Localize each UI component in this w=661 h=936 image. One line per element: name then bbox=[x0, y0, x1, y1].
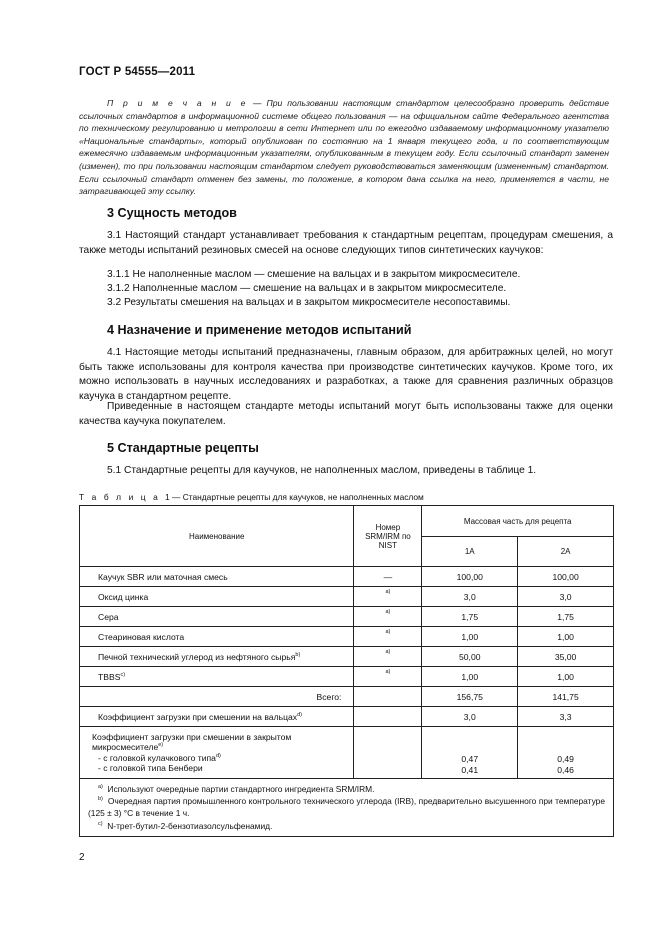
section-3-1-2: 3.1.2 Наполненные маслом — смешение на вальцах и в закрытом микросмесителе. bbox=[107, 283, 507, 294]
row-1a: 100,00 bbox=[422, 567, 518, 587]
row-nist: a) bbox=[354, 587, 422, 607]
section-4-2-text: Приведенные в настоящем стандарте методы испытаний могут быть использованы также для оценки качества каучука покупателем. bbox=[79, 401, 613, 427]
footnote-ref-d: d) bbox=[297, 711, 302, 718]
total-1a: 156,75 bbox=[422, 687, 518, 707]
mixer-banbury-head: - с головкой типа Бенбери bbox=[98, 763, 203, 773]
row-nist: a) bbox=[354, 607, 422, 627]
row-name: TBBS$^{c)}$ bbox=[80, 667, 354, 687]
row-2a: 100,00 bbox=[518, 567, 614, 587]
total-label: Всего: bbox=[80, 687, 354, 707]
note-text: — При пользовании настоящим стандартом целесообразно проверить действие ссылочных стандартов в информационной системе общего пользования — на официальном сайте Федерального агентства по техническому регулированию и метрологии в сети Интернет или по ежегодно издаваемому информационному указателю «Национальные стандарты», который опубликован по состоянию на 1 января текущего года, и по соответствующим ежемесячно издаваемым информационным указателям, опубликованным в текущем году. Если ссылочный стандарт заменен (изменен), то при пользовании настоящим стандартом следует руководствоваться заменяющим (измененным) стандартом. Если ссылочный стандарт отменен без замены, то положение, в котором дана ссылка на него, применяется в части, не затрагивающей эту ссылку. bbox=[79, 98, 609, 197]
table-caption-label: Т а б л и ц а bbox=[79, 492, 161, 502]
document-header: ГОСТ Р 54555—2011 bbox=[79, 66, 196, 78]
row-name: Сера bbox=[80, 607, 354, 627]
row-2a: 1,75 bbox=[518, 607, 614, 627]
row-2a: 1,00 bbox=[518, 627, 614, 647]
table-row bbox=[80, 607, 614, 627]
section-5-title: 5 Стандартные рецепты bbox=[107, 441, 259, 455]
row-name: Стеариновая кислота bbox=[80, 627, 354, 647]
footnote-a: $^{a)}$ Используют очередные партии стандартного ингредиента SRM/IRM. bbox=[98, 784, 375, 794]
header-mass: Массовая часть для рецепта bbox=[422, 506, 614, 537]
table-row bbox=[80, 667, 614, 687]
section-4-1-paragraph bbox=[79, 346, 613, 404]
footnote-ref-b: b) bbox=[295, 651, 301, 658]
reference-note bbox=[79, 97, 609, 198]
total-2a: 141,75 bbox=[518, 687, 614, 707]
section-3-1-text: 3.1 Настоящий стандарт устанавливает требования к стандартным рецептам, процедурам смешения, а также методы испытаний резиновых смесей на основе следующих типов синтетических каучуков: bbox=[79, 230, 613, 256]
footnote-ref-c: c) bbox=[120, 671, 126, 678]
table-row bbox=[80, 627, 614, 647]
section-3-1-1: 3.1.1 Не наполненные маслом — смешение на вальцах и в закрытом микросмесителе. bbox=[107, 269, 521, 280]
table-row bbox=[80, 647, 614, 667]
row-nist: a) bbox=[354, 627, 422, 647]
mixer-coefficient-1a: 0,47 0,41 bbox=[422, 727, 518, 779]
footnotes-row bbox=[80, 779, 614, 837]
row-name: Каучук SBR или маточная смесь bbox=[80, 567, 354, 587]
table-caption-text: 1 — Стандартные рецепты для каучуков, не наполненных маслом bbox=[165, 492, 424, 502]
total-row bbox=[80, 687, 614, 707]
mixer-coefficient-label: Коэффициент загрузки при смешении в закрытом микросмесителе$^{e)}$ - с головкой кулачкового типа$^{d)}$ - с головкой типа Бенбери bbox=[80, 727, 354, 779]
section-4-2-paragraph bbox=[79, 400, 613, 429]
mixer-coefficient-row bbox=[80, 727, 614, 779]
row-name: Печной технический углерод из нефтяного сырья$^{b)}$ bbox=[80, 647, 354, 667]
mixer-coefficient-2a: 0,49 0,46 bbox=[518, 727, 614, 779]
row-2a: 3,0 bbox=[518, 587, 614, 607]
row-1a: 1,75 bbox=[422, 607, 518, 627]
footnote-c: $^{c)}$ N-трет-бутил-2-бензотиазолсульфенамид. bbox=[98, 820, 273, 831]
section-4-1-text: 4.1 Настоящие методы испытаний предназначены, главным образом, для арбитражных целей, но могут быть также использованы для контроля качества при производстве синтетических каучуков. Кроме того, их можно использовать в научных исследованиях и разработках, а также для сравнения различных образцов каучука в стандартном рецепте. bbox=[79, 347, 613, 402]
header-2a: 2А bbox=[518, 537, 614, 567]
header-nist: Номер SRM/IRM по NIST bbox=[354, 506, 422, 567]
section-5-1-paragraph: 5.1 Стандартные рецепты для каучуков, не наполненных маслом, приведены в таблице 1. bbox=[107, 465, 537, 476]
section-4-title: 4 Назначение и применение методов испытаний bbox=[107, 323, 412, 337]
table-header-row bbox=[80, 506, 614, 537]
mill-coefficient-row bbox=[80, 707, 614, 727]
table-row bbox=[80, 567, 614, 587]
row-nist: — bbox=[354, 567, 422, 587]
row-2a: 35,00 bbox=[518, 647, 614, 667]
row-2a: 1,00 bbox=[518, 667, 614, 687]
row-nist: a) bbox=[354, 647, 422, 667]
row-1a: 1,00 bbox=[422, 627, 518, 647]
total-empty bbox=[354, 687, 422, 707]
mill-coefficient-label: Коэффициент загрузки при смешении на вальцах$^{d)}$ bbox=[80, 707, 354, 727]
recipe-table bbox=[79, 505, 614, 837]
table-row bbox=[80, 587, 614, 607]
mixer-coefficient-empty bbox=[354, 727, 422, 779]
footnote-b: $^{b)}$ Очередная партия промышленного контрольного технического углерода (IRB), предварительно высушенного при температуре (125 ± 3) °С в течение 1 ч. bbox=[88, 796, 605, 819]
mixer-cam-head: - с головкой кулачкового типа bbox=[98, 752, 216, 763]
table-footnotes bbox=[80, 779, 614, 837]
section-3-title: 3 Сущность методов bbox=[107, 206, 237, 220]
section-3-1-paragraph bbox=[79, 229, 613, 258]
note-label: П р и м е ч а н и е bbox=[107, 98, 248, 108]
row-1a: 50,00 bbox=[422, 647, 518, 667]
row-nist: a) bbox=[354, 667, 422, 687]
header-name: Наименование bbox=[80, 506, 354, 567]
row-1a: 3,0 bbox=[422, 587, 518, 607]
mill-coefficient-empty bbox=[354, 707, 422, 727]
section-3-2: 3.2 Результаты смешения на вальцах и в закрытом микросмесителе несопоставимы. bbox=[107, 297, 511, 308]
table-caption bbox=[79, 492, 424, 502]
header-1a: 1А bbox=[422, 537, 518, 567]
page-number: 2 bbox=[79, 852, 85, 863]
footnote-ref-e: e) bbox=[158, 742, 164, 749]
row-1a: 1,00 bbox=[422, 667, 518, 687]
mill-coefficient-2a: 3,3 bbox=[518, 707, 614, 727]
mill-coefficient-1a: 3,0 bbox=[422, 707, 518, 727]
row-name: Оксид цинка bbox=[80, 587, 354, 607]
